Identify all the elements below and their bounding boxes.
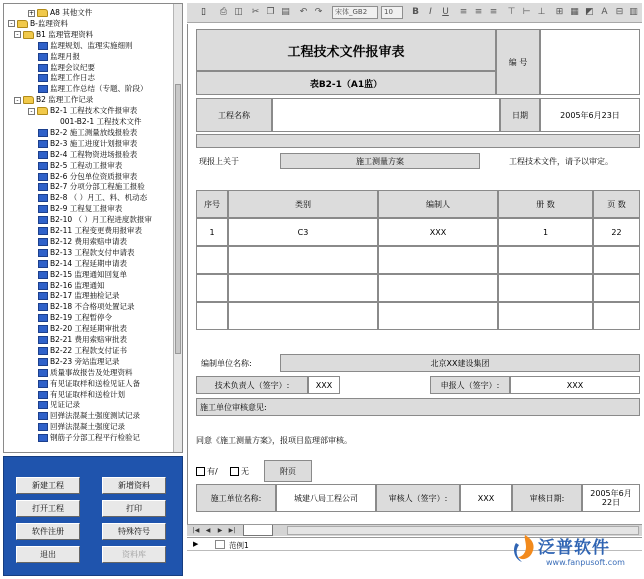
document-icon: [38, 401, 48, 409]
tree-item-label: 监理规划、监理实施细则: [50, 40, 133, 50]
align-left-icon[interactable]: ≡: [459, 7, 468, 17]
redo-icon[interactable]: ↷: [314, 7, 323, 17]
document-icon: [38, 216, 48, 224]
no-checkbox[interactable]: [230, 467, 239, 476]
add-data-button[interactable]: 新增资料: [102, 477, 166, 494]
tree-item-label: 钢筋子分部工程平行检验记: [50, 433, 140, 443]
collapse-icon[interactable]: -: [28, 108, 35, 115]
tree-item-label: B2-7 分项分部工程施工报验: [50, 182, 145, 192]
underline-icon[interactable]: U: [442, 7, 449, 17]
tech-lead-label: 技术负责人（签字）:: [196, 376, 308, 394]
document-icon: [38, 347, 48, 355]
tree-item-label: B2-10 （ ）月工程进度款报审: [50, 215, 152, 225]
middle-align-icon[interactable]: ⊢: [522, 7, 531, 17]
tree-item-label: B2-9 工程复工报审表: [50, 204, 123, 214]
row-4-category[interactable]: [228, 302, 378, 330]
tree-item[interactable]: [38, 432, 140, 443]
document-icon: [38, 434, 48, 442]
row-1-pages[interactable]: 22: [593, 218, 640, 246]
expand-icon[interactable]: +: [29, 9, 35, 17]
tree-item[interactable]: [38, 312, 112, 323]
document-icon: [38, 162, 48, 170]
row-2-category[interactable]: [228, 246, 378, 274]
tree-item-label: B2-21 费用索赔审批表: [50, 335, 128, 344]
row-1-compiler[interactable]: XXX: [378, 218, 498, 246]
submitted-prefix: 现报上关于: [199, 156, 239, 166]
tree-item[interactable]: [38, 192, 147, 203]
action-button-panel: [3, 456, 183, 576]
header-volumes: 册 数: [498, 190, 593, 218]
document-icon: [38, 85, 48, 93]
tree-item[interactable]: [38, 62, 95, 73]
construction-unit-label: 施工单位名称:: [196, 484, 276, 512]
format-toolbar: [187, 3, 642, 23]
row-2-compiler[interactable]: [378, 246, 498, 274]
tree-item[interactable]: [38, 203, 122, 214]
tree-item-label: 监理会议纪要: [50, 62, 95, 72]
document-icon: [38, 205, 48, 213]
yes-checkbox[interactable]: [196, 467, 205, 476]
tree-item-label: B2-19 工程暂停令: [50, 313, 113, 323]
tree-item[interactable]: [38, 367, 133, 378]
no-checkbox-group[interactable]: [230, 466, 249, 477]
undo-icon[interactable]: ↶: [299, 7, 308, 17]
tree-item-label: B2-6 分包单位资质报审表: [50, 171, 138, 181]
tree-item-label: B2-11 工程变更费用报审表: [50, 226, 143, 235]
tree-item-label: B2-3 施工进度计划报审表: [50, 138, 138, 148]
align-right-icon[interactable]: ≡: [489, 7, 498, 17]
open-project-button[interactable]: 打开工程: [16, 500, 80, 517]
compiling-unit-label: 编制单位名称:: [201, 358, 252, 368]
tree-item-label: B2-14 工程延期申请表: [50, 258, 128, 268]
tree-item-label: B2-18 不合格项处置记录: [50, 302, 135, 312]
tree-item[interactable]: [38, 149, 137, 160]
tree-scrollbar-thumb[interactable]: [175, 84, 181, 354]
document-icon: [38, 412, 48, 420]
bottom-align-icon[interactable]: ⊥: [537, 7, 546, 17]
sheet-mode-icon[interactable]: ▯: [201, 7, 206, 17]
tree-item-label: B2-15 监理通知回复单: [50, 269, 128, 279]
tree-item[interactable]: [38, 40, 133, 51]
document-icon: [38, 129, 48, 137]
first-sheet-icon[interactable]: |◀: [192, 527, 200, 534]
brand-name: 泛普软件: [538, 538, 610, 558]
folder-icon: [23, 31, 34, 39]
document-icon: [38, 64, 48, 72]
header-compiler: 编制人: [378, 190, 498, 218]
no-label: 无: [241, 467, 249, 476]
tree-item[interactable]: [28, 7, 92, 18]
document-icon: [38, 369, 48, 377]
insert-row-icon[interactable]: ⊟: [615, 7, 624, 17]
row-3-no[interactable]: [196, 274, 228, 302]
row-4-pages[interactable]: [593, 302, 640, 330]
yes-label: 有/: [207, 467, 218, 476]
row-4-volumes[interactable]: [498, 302, 593, 330]
row-3-volumes[interactable]: [498, 274, 593, 302]
top-align-icon[interactable]: ⊤: [507, 7, 516, 17]
collapse-icon[interactable]: -: [14, 97, 21, 104]
number-field[interactable]: [540, 29, 640, 95]
folder-icon: [23, 96, 34, 104]
tree-item[interactable]: [38, 225, 142, 236]
row-pointer-icon: ▶: [193, 540, 199, 548]
tech-lead-blank: [340, 376, 430, 394]
number-label: 编 号: [496, 29, 540, 95]
header-category: 类别: [228, 190, 378, 218]
last-sheet-icon[interactable]: ▶|: [228, 527, 236, 534]
header-no: 序号: [196, 190, 228, 218]
form-subtitle: 表B2-1（A1监）: [196, 71, 496, 95]
brand-logo-icon: [510, 533, 540, 565]
next-sheet-icon[interactable]: ▶: [217, 527, 223, 534]
row-1-no[interactable]: 1: [196, 218, 228, 246]
document-icon: [38, 183, 48, 191]
submitted-subject[interactable]: 施工测量方案: [280, 153, 480, 169]
row-3-compiler[interactable]: [378, 274, 498, 302]
applicant-label: 申报人（签字）:: [430, 376, 510, 394]
tree-item[interactable]: [38, 181, 145, 192]
document-icon: [38, 292, 48, 300]
tree-item[interactable]: [38, 334, 127, 345]
tree-item-label: 回弹法混凝土强度测试记录: [50, 411, 140, 421]
tree-item-label: 见证记录: [50, 400, 80, 410]
attachment-label: 附页: [264, 460, 312, 482]
prev-sheet-icon[interactable]: ◀: [205, 527, 211, 534]
print-icon[interactable]: ⎙: [219, 7, 228, 17]
tree-item-label: B2-8 （ ）月工、料、机动态: [50, 193, 148, 203]
tree-item[interactable]: [38, 399, 80, 410]
form-sheet[interactable]: [187, 24, 642, 524]
tree-item-label: 回弹法混凝土强度记录: [50, 422, 125, 432]
document-icon: [38, 303, 48, 311]
brand-watermark: [500, 527, 640, 575]
tree-item-label: B2-20 工程延期审批表: [50, 324, 128, 334]
tree-item-label: B2-16 监理通知: [50, 280, 105, 290]
collapse-icon[interactable]: -: [14, 31, 21, 38]
font-color-icon[interactable]: A: [601, 7, 608, 17]
tree-item[interactable]: [38, 356, 120, 367]
document-icon: [38, 282, 48, 290]
tree-item-label: 监理月报: [50, 51, 80, 61]
row-4-compiler[interactable]: [378, 302, 498, 330]
tree-item-label: B2-5 工程动工报审表: [50, 160, 123, 170]
row-3-category[interactable]: [228, 274, 378, 302]
fill-color-icon[interactable]: ◩: [585, 7, 594, 17]
brand-url: www.fanpusoft.com: [546, 558, 625, 567]
insert-column-icon[interactable]: ▥: [629, 7, 638, 17]
date-field[interactable]: 2005年6月23日: [540, 98, 640, 132]
tech-lead-field[interactable]: XXX: [308, 376, 340, 394]
document-icon: [38, 53, 48, 61]
tree-item-label: B2-13 工程款支付申请表: [50, 247, 135, 257]
reviewer-label: 审核人（签字）:: [376, 484, 460, 512]
new-project-button[interactable]: 新建工程: [16, 477, 80, 494]
review-date-field[interactable]: [582, 484, 640, 512]
tree-item[interactable]: [38, 138, 137, 149]
data-library-button[interactable]: 资料库: [102, 546, 166, 563]
tree-item-label: 监理工作日志: [50, 73, 95, 83]
tree-item[interactable]: [38, 421, 125, 432]
document-icon: [38, 423, 48, 431]
row-2-no[interactable]: [196, 246, 228, 274]
row-2-volumes[interactable]: [498, 246, 593, 274]
tree-item-label: B2-12 费用索赔申请表: [50, 236, 128, 246]
folder-icon: [37, 9, 48, 17]
applicant-field[interactable]: XXX: [510, 376, 640, 394]
font-name-select[interactable]: 宋体_GB2: [332, 6, 378, 19]
tree-item-label: B2 监理工作记录: [36, 95, 94, 105]
compiling-unit-field[interactable]: 北京XX建设集团: [280, 354, 640, 372]
tree-item[interactable]: [38, 301, 135, 312]
tree-item[interactable]: [38, 51, 80, 62]
tree-item-label: 有见证取样和送检计划: [50, 389, 125, 399]
project-name-label: 工程名称: [196, 98, 272, 132]
special-symbol-button[interactable]: 特殊符号: [102, 523, 166, 540]
tree-item[interactable]: [38, 236, 127, 247]
tree-item-label: B2-22 工程款支付证书: [50, 345, 128, 355]
review-date-line1: 2005年6月: [590, 489, 632, 498]
tree-item[interactable]: [38, 269, 127, 280]
tree-item[interactable]: [60, 116, 142, 127]
review-date-line2: 22日: [601, 498, 621, 507]
preview-icon[interactable]: ◫: [234, 7, 243, 17]
sheet-tab[interactable]: [243, 525, 273, 536]
tree-item[interactable]: [38, 280, 105, 291]
review-opinion-label: 施工单位审核意见:: [196, 398, 640, 416]
row-1-category[interactable]: C3: [228, 218, 378, 246]
tree-item[interactable]: [38, 171, 137, 182]
document-icon: [38, 173, 48, 181]
font-size-select[interactable]: 10: [381, 6, 403, 19]
document-icon: [38, 260, 48, 268]
tree-item[interactable]: [38, 247, 135, 258]
tree-item-label: B2-2 施工测量放线报验表: [50, 127, 138, 137]
tree-item[interactable]: [38, 323, 127, 334]
tree-item[interactable]: [14, 94, 93, 105]
document-icon: [38, 271, 48, 279]
header-pages: 页 数: [593, 190, 640, 218]
tree-item[interactable]: [38, 72, 95, 83]
tree-item-label: 有见证取样和送检见证人备: [50, 378, 140, 388]
review-opinion-text[interactable]: 同意《施工测量方案》，报项目监理部审核。: [196, 436, 352, 445]
tree-item-label: B2-23 旁站监理记录: [50, 356, 120, 366]
form-title: 工程技术文件报审表: [196, 29, 496, 71]
document-icon: [38, 314, 48, 322]
paste-icon[interactable]: ▤: [281, 7, 290, 17]
tree-item[interactable]: [38, 83, 148, 94]
tree-item[interactable]: [38, 127, 137, 138]
collapse-icon[interactable]: -: [8, 20, 15, 27]
row-3-pages[interactable]: [593, 274, 640, 302]
document-icon: [38, 194, 48, 202]
project-name-field[interactable]: [272, 98, 500, 132]
document-icon: [38, 325, 48, 333]
example-label[interactable]: 范例1: [229, 541, 249, 550]
tree-item[interactable]: [14, 29, 93, 40]
reviewer-field[interactable]: XXX: [460, 484, 512, 512]
italic-icon[interactable]: I: [429, 7, 432, 17]
document-icon: [38, 42, 48, 50]
spacer-row: [196, 134, 640, 148]
tree-item-label: 质量事故报告及处理资料: [50, 367, 133, 377]
submitted-suffix: 工程技术文件，请予以审定。: [509, 156, 613, 166]
tree-item[interactable]: [38, 345, 127, 356]
tree-item-label: B1 监理管理资料: [36, 29, 94, 39]
document-icon: [38, 249, 48, 257]
review-date-label: 审核日期:: [512, 484, 582, 512]
tree-item[interactable]: [38, 290, 120, 301]
tree-item-label: 001-B2-1 工程技术文件: [60, 117, 142, 126]
row-2-pages[interactable]: [593, 246, 640, 274]
tree-item-label: 监理工作总结（专题、阶段）: [50, 84, 148, 94]
folder-icon: [37, 107, 48, 115]
yes-checkbox-group[interactable]: [196, 466, 218, 477]
print-button[interactable]: 打印: [102, 500, 166, 517]
tree-item-label: A8 其他文件: [50, 8, 93, 17]
tree-item-label: B-监理资料: [30, 18, 68, 28]
row-4-no[interactable]: [196, 302, 228, 330]
document-icon: [38, 391, 48, 399]
merge-cells-icon[interactable]: ⊞: [555, 7, 564, 17]
tree-item-label: B2-1 工程技术文件报审表: [50, 106, 138, 116]
software-register-button[interactable]: 软件注册: [16, 523, 80, 540]
document-icon: [38, 151, 48, 159]
document-icon: [38, 358, 48, 366]
exit-button[interactable]: 退出: [16, 546, 80, 563]
folder-icon: [17, 20, 28, 28]
tree-item[interactable]: [38, 214, 152, 225]
document-icon: [38, 380, 48, 388]
copy-icon[interactable]: ❐: [266, 7, 275, 17]
document-icon: [38, 140, 48, 148]
align-center-icon[interactable]: ≡: [474, 7, 483, 17]
tree-item[interactable]: [38, 160, 122, 171]
construction-unit-field[interactable]: 城建八局工程公司: [276, 484, 376, 512]
date-label: 日期: [500, 98, 540, 132]
document-icon: [38, 238, 48, 246]
borders-icon[interactable]: ▦: [570, 7, 579, 17]
tree-item[interactable]: [38, 378, 140, 389]
document-icon: [215, 540, 225, 549]
tree-item[interactable]: [8, 18, 68, 29]
tree-item[interactable]: [38, 258, 127, 269]
row-1-volumes[interactable]: 1: [498, 218, 593, 246]
project-tree[interactable]: [3, 3, 183, 453]
tree-item[interactable]: [28, 105, 137, 116]
tree-item-label: B2-4 工程物资进场报验表: [50, 149, 138, 159]
cut-icon[interactable]: ✂: [251, 7, 260, 17]
document-icon: [38, 227, 48, 235]
document-icon: [38, 74, 48, 82]
bold-icon[interactable]: B: [412, 7, 419, 17]
tree-item-label: B2-17 监理抽检记录: [50, 291, 120, 301]
tree-item[interactable]: [38, 389, 125, 400]
tree-scrollbar[interactable]: [173, 4, 182, 452]
tree-item[interactable]: [38, 410, 140, 421]
document-icon: [38, 336, 48, 344]
